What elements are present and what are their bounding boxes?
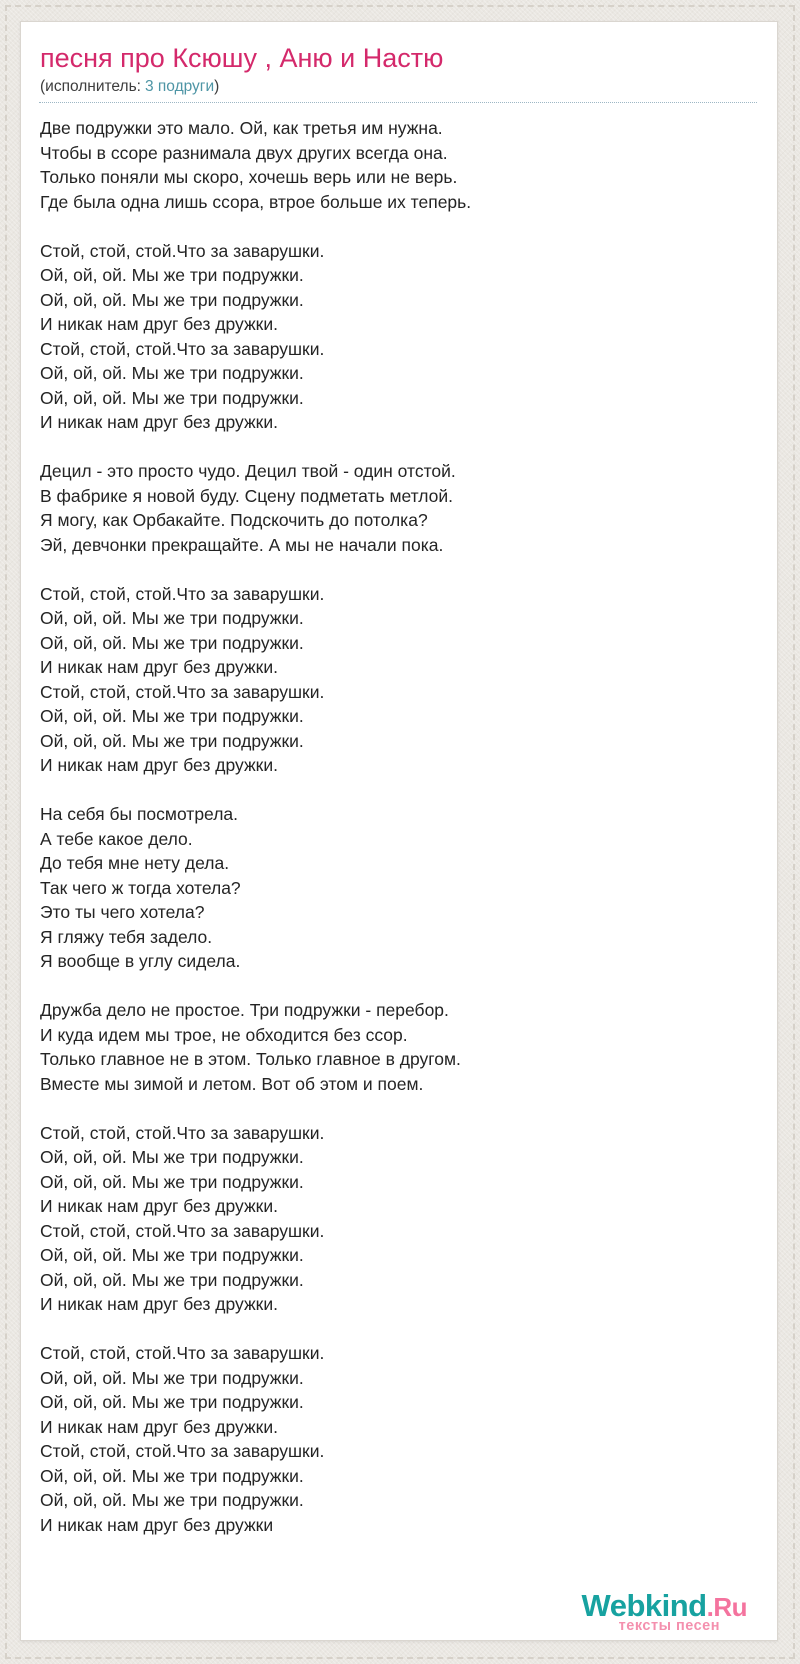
webkind-logo[interactable] bbox=[581, 1587, 748, 1638]
lyrics-line: Ой, ой, ой. Мы же три подружки. bbox=[40, 387, 304, 408]
lyrics-line: Только главное не в этом. Только главное в другом. bbox=[40, 1049, 461, 1069]
artist-label: (исполнитель: bbox=[40, 78, 141, 95]
lyrics-line: Стой, стой, стой.Что за заварушки. bbox=[40, 1122, 325, 1143]
logo-tagline: тексты песен bbox=[618, 1617, 720, 1634]
lyrics-text bbox=[40, 116, 757, 1537]
lyrics-line: Это ты чего хотела? bbox=[40, 902, 205, 922]
lyrics-line: И никак нам друг без дружки. bbox=[40, 412, 278, 432]
lyrics-line: На себя бы посмотрела. bbox=[40, 804, 239, 824]
lyrics-line: А тебе какое дело. bbox=[40, 828, 193, 849]
stanza bbox=[40, 239, 757, 435]
lyrics-line: Стой, стой, стой.Что за заварушки. bbox=[40, 1220, 325, 1241]
lyrics-line: Ой, ой, ой. Мы же три подружки. bbox=[40, 608, 304, 628]
lyrics-line: Ой, ой, ой. Мы же три подружки. bbox=[40, 1490, 304, 1510]
artist-line bbox=[40, 77, 757, 97]
logo-primary: Webkind bbox=[581, 1587, 707, 1623]
lyrics-line: Ой, ой, ой. Мы же три подружки. bbox=[40, 289, 304, 310]
lyrics-line: Ой, ой, ой. Мы же три подружки. bbox=[40, 1269, 304, 1290]
stanza bbox=[40, 802, 757, 974]
lyrics-line: И никак нам друг без дружки. bbox=[40, 755, 278, 775]
lyrics-line: Ой, ой, ой. Мы же три подружки. bbox=[40, 1245, 304, 1265]
lyrics-line: Чтобы в ссоре разнимала двух других всегда она. bbox=[40, 142, 448, 163]
lyrics-card bbox=[20, 21, 778, 1641]
lyrics-line: Ой, ой, ой. Мы же три подружки. bbox=[40, 730, 304, 751]
stanza bbox=[40, 998, 757, 1096]
logo-suffix: .Ru bbox=[706, 1591, 747, 1622]
stanza bbox=[40, 582, 757, 778]
lyrics-line: И никак нам друг без дружки. bbox=[40, 314, 278, 334]
lyrics-line: Ой, ой, ой. Мы же три подружки. bbox=[40, 632, 304, 653]
lyrics-line: И куда идем мы трое, не обходится без ссор. bbox=[40, 1024, 408, 1045]
lyrics-line: И никак нам друг без дружки. bbox=[40, 657, 278, 677]
lyrics-line: Две подружки это мало. Ой, как третья им нужна. bbox=[40, 118, 443, 138]
lyrics-line: Так чего ж тогда хотела? bbox=[40, 877, 241, 898]
lyrics-line: Где была одна лишь ссора, втрое больше их теперь. bbox=[40, 191, 472, 212]
stanza bbox=[40, 116, 757, 214]
webkind-logo-text bbox=[581, 1587, 748, 1623]
lyrics-line: Ой, ой, ой. Мы же три подружки. bbox=[40, 1147, 304, 1167]
lyrics-line: Вместе мы зимой и летом. Вот об этом и поем. bbox=[40, 1073, 424, 1094]
dotted-separator bbox=[39, 102, 757, 103]
lyrics-line: Стой, стой, стой.Что за заварушки. bbox=[40, 240, 325, 261]
lyrics-line: Только поняли мы скоро, хочешь верь или не верь. bbox=[40, 167, 458, 187]
lyrics-line: В фабрике я новой буду. Сцену подметать метлой. bbox=[40, 485, 454, 506]
lyrics-line: Ой, ой, ой. Мы же три подружки. bbox=[40, 1392, 304, 1412]
artist-link[interactable]: 3 подруги bbox=[144, 78, 215, 95]
lyrics-line: Ой, ой, ой. Мы же три подружки. bbox=[40, 1367, 304, 1388]
stanza bbox=[40, 459, 757, 557]
lyrics-line: Ой, ой, ой. Мы же три подружки. bbox=[40, 1171, 304, 1192]
lyrics-line: Стой, стой, стой.Что за заварушки. bbox=[40, 338, 325, 359]
lyrics-line: Ой, ой, ой. Мы же три подружки. bbox=[40, 1465, 304, 1486]
page-title: песня про Ксюшу , Аню и Настю bbox=[40, 43, 444, 73]
stanza bbox=[40, 1341, 757, 1537]
lyrics-line: Дружба дело не простое. Три подружки - перебор. bbox=[40, 1000, 449, 1020]
lyrics-line: И никак нам друг без дружки. bbox=[40, 1294, 278, 1314]
lyrics-line: И никак нам друг без дружки. bbox=[40, 1196, 278, 1216]
lyrics-line: Ой, ой, ой. Мы же три подружки. bbox=[40, 265, 304, 285]
lyrics-line: Стой, стой, стой.Что за заварушки. bbox=[40, 681, 325, 702]
lyrics-line: Я могу, как Орбакайте. Подскочить до потолка? bbox=[40, 510, 428, 530]
artist-suffix: ) bbox=[214, 78, 220, 95]
lyrics-line: Стой, стой, стой.Что за заварушки. bbox=[40, 1441, 325, 1461]
lyrics-line: И никак нам друг без дружки bbox=[40, 1514, 274, 1535]
lyrics-line: Децил - это просто чудо. Децил твой - один отстой. bbox=[40, 461, 456, 481]
lyrics-line: Ой, ой, ой. Мы же три подружки. bbox=[40, 363, 304, 383]
lyrics-line: Стой, стой, стой.Что за заварушки. bbox=[40, 1343, 325, 1363]
lyrics-line: Я гляжу тебя задело. bbox=[40, 926, 213, 947]
lyrics-line: Эй, девчонки прекращайте. А мы не начали пока. bbox=[40, 534, 444, 555]
lyrics-line: До тебя мне нету дела. bbox=[40, 853, 230, 873]
lyrics-line: И никак нам друг без дружки. bbox=[40, 1416, 278, 1437]
lyrics-line: Я вообще в углу сидела. bbox=[40, 951, 241, 971]
stanza bbox=[40, 1121, 757, 1317]
lyrics-line: Ой, ой, ой. Мы же три подружки. bbox=[40, 706, 304, 726]
lyrics-line: Стой, стой, стой.Что за заварушки. bbox=[40, 583, 325, 604]
